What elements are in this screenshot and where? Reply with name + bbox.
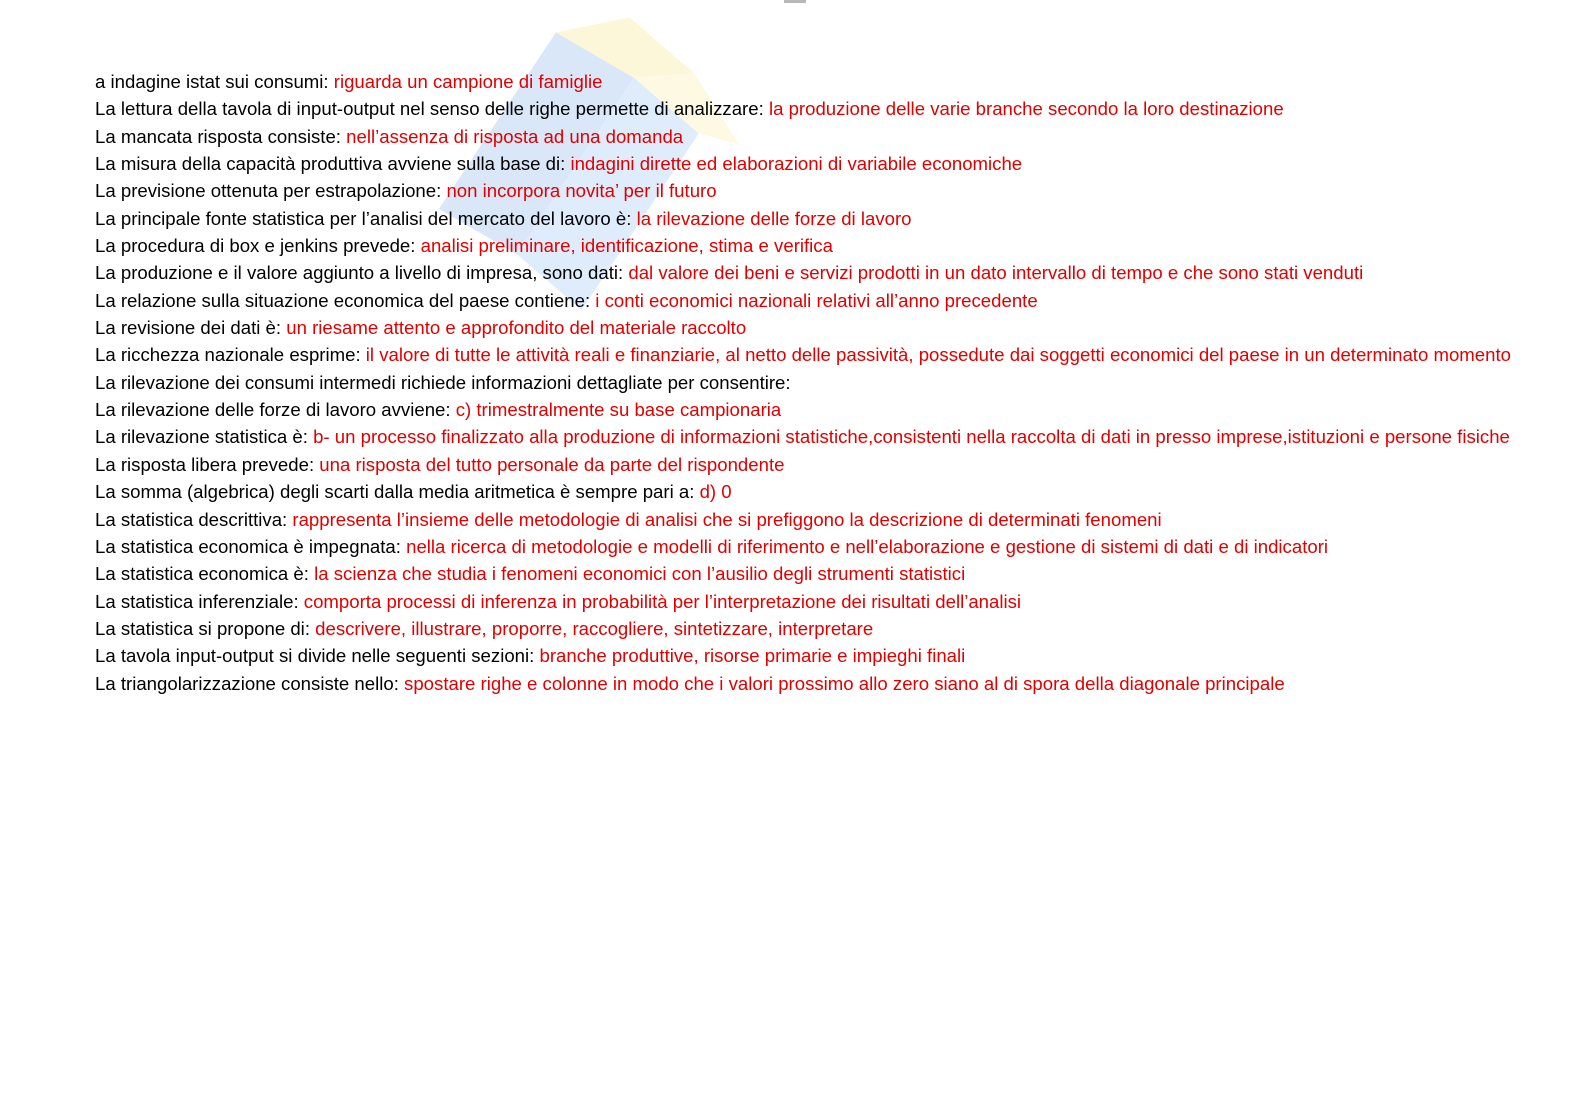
question-text: La misura della capacità produttiva avviene sulla base di: xyxy=(95,153,571,175)
question-text: La somma (algebrica) degli scarti dalla media aritmetica è sempre pari a: xyxy=(95,481,700,503)
answer-text: comporta processi di inferenza in probabilità per l’interpretazione dei risultati dell’analisi xyxy=(303,590,1022,612)
question-text: La rilevazione dei consumi intermedi richiede informazioni dettagliate per consentire: xyxy=(95,371,791,393)
question-text: La previsione ottenuta per estrapolazione: xyxy=(95,180,447,202)
qa-item xyxy=(95,506,1535,533)
qa-item xyxy=(95,341,1535,368)
answer-text: il valore di tutte le attività reali e finanziarie, al netto delle passività, possedute dai soggetti economici del paese in un determinato momento xyxy=(365,344,1511,366)
qa-item xyxy=(95,396,1535,423)
qa-item xyxy=(95,68,1535,95)
question-text: La procedura di box e jenkins prevede: xyxy=(95,235,421,257)
qa-item xyxy=(95,314,1535,341)
question-text: La triangolarizzazione consiste nello: xyxy=(95,672,405,694)
qa-item xyxy=(95,670,1535,697)
qa-item xyxy=(95,615,1535,642)
question-text: La statistica inferenziale: xyxy=(95,590,304,612)
question-text: La statistica si propone di: xyxy=(95,617,316,639)
answer-text: la produzione delle varie branche secondo la loro destinazione xyxy=(768,98,1284,120)
qa-item xyxy=(95,642,1535,669)
qa-item xyxy=(95,451,1535,478)
answer-text: spostare righe e colonne in modo che i valori prossimo allo zero siano al di spora della diagonale principale xyxy=(404,672,1285,694)
qa-item xyxy=(95,287,1535,314)
answer-text: la rilevazione delle forze di lavoro xyxy=(636,207,912,229)
qa-item xyxy=(95,232,1535,259)
qa-item xyxy=(95,259,1535,286)
answer-text: descrivere, illustrare, proporre, raccogliere, sintetizzare, interpretare xyxy=(315,617,874,639)
answer-text: dal valore dei beni e servizi prodotti in un dato intervallo di tempo e che sono stati venduti xyxy=(628,262,1364,284)
question-text: La lettura della tavola di input-output nel senso delle righe permette di analizzare: xyxy=(95,98,769,120)
qa-item xyxy=(95,478,1535,505)
question-text: La statistica descrittiva: xyxy=(95,508,293,530)
question-text: La statistica economica è: xyxy=(95,563,315,585)
answer-text: i conti economici nazionali relativi all’anno precedente xyxy=(595,289,1038,311)
answer-text: un riesame attento e approfondito del materiale raccolto xyxy=(286,317,747,339)
answer-text: una risposta del tutto personale da parte del rispondente xyxy=(319,453,785,475)
page-header-mark xyxy=(784,0,806,3)
answer-text: b- un processo finalizzato alla produzione di informazioni statistiche,consistenti nella raccolta di dati in presso imprese,istituzioni e persone fisiche xyxy=(313,426,1510,448)
question-text: La tavola input-output si divide nelle seguenti sezioni: xyxy=(95,645,540,667)
qa-item xyxy=(95,423,1535,450)
answer-text: non incorpora novita’ per il futuro xyxy=(446,180,717,202)
answer-text: d) 0 xyxy=(699,481,732,503)
question-text: La statistica economica è impegnata: xyxy=(95,535,407,557)
answer-text: nell’assenza di risposta ad una domanda xyxy=(346,125,684,147)
qa-item xyxy=(95,123,1535,150)
answer-text: c) trimestralmente su base campionaria xyxy=(455,399,782,421)
qa-item xyxy=(95,369,1535,396)
question-text: La revisione dei dati è: xyxy=(95,317,287,339)
question-text: La principale fonte statistica per l’analisi del mercato del lavoro è: xyxy=(95,207,637,229)
qa-item xyxy=(95,150,1535,177)
qa-item xyxy=(95,533,1365,560)
qa-item xyxy=(95,588,1535,615)
qa-item xyxy=(95,95,1535,122)
question-text: La rilevazione statistica è: xyxy=(95,426,314,448)
qa-list xyxy=(95,68,1535,697)
answer-text: riguarda un campione di famiglie xyxy=(333,71,603,92)
qa-item xyxy=(95,560,1535,587)
qa-item xyxy=(95,177,1535,204)
question-text: a indagine istat sui consumi: xyxy=(95,71,334,92)
answer-text: la scienza che studia i fenomeni economici con l’ausilio degli strumenti statistici xyxy=(314,563,966,585)
answer-text: analisi preliminare, identificazione, stima e verifica xyxy=(420,235,833,257)
question-text: La rilevazione delle forze di lavoro avviene: xyxy=(95,399,456,421)
qa-item xyxy=(95,205,1535,232)
question-text: La mancata risposta consiste: xyxy=(95,125,347,147)
question-text: La relazione sulla situazione economica del paese contiene: xyxy=(95,289,596,311)
answer-text: nella ricerca di metodologie e modelli di riferimento e nell’elaborazione e gestione di sistemi di dati e di indicatori xyxy=(406,535,1329,557)
answer-text: branche produttive, risorse primarie e impieghi finali xyxy=(539,645,966,667)
answer-text: indagini dirette ed elaborazioni di variabile economiche xyxy=(570,153,1023,175)
question-text: La risposta libera prevede: xyxy=(95,453,320,475)
question-text: La produzione e il valore aggiunto a livello di impresa, sono dati: xyxy=(95,262,629,284)
answer-text: rappresenta l’insieme delle metodologie di analisi che si prefiggono la descrizione di determinati fenomeni xyxy=(292,508,1162,530)
question-text: La ricchezza nazionale esprime: xyxy=(95,344,366,366)
